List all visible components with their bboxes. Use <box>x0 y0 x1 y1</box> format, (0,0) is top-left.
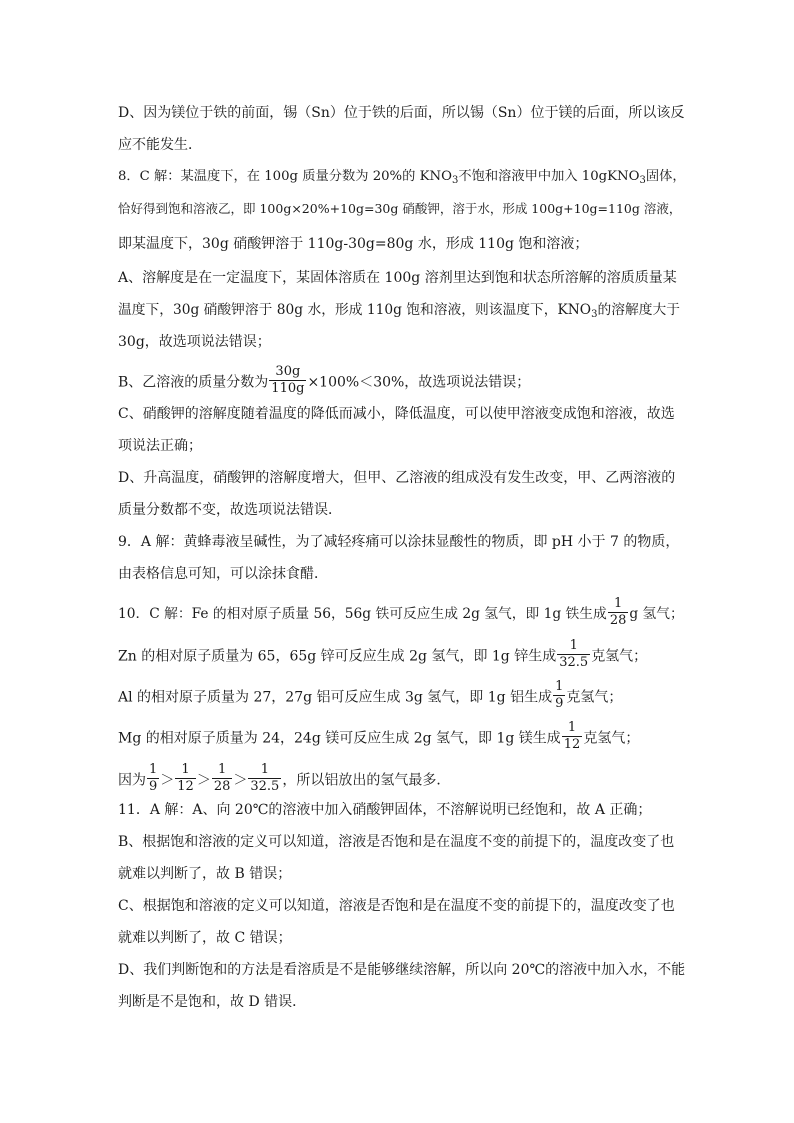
text-line: D、我们判断饱和的方法是看溶质是不是能够继续溶解，所以向 20℃的溶液中加入水，不能 <box>118 962 686 978</box>
numerator: 1 <box>562 720 583 737</box>
text-span: B、乙溶液的质量分数为 <box>118 374 269 391</box>
denominator: 12 <box>563 737 581 752</box>
text-span: 克氢气； <box>591 648 648 665</box>
denominator: 28 <box>213 779 231 794</box>
text-line: A、溶解度是在一定温度下，某固体溶质在 100g 溶剂里达到饱和状态所溶解的溶质质量某 <box>118 270 677 286</box>
text-line: 恰好得到饱和溶液乙，即 100g×20%+10g=30g 硝酸钾，溶于水，形成 100g+10g=110g 溶液， <box>118 201 682 216</box>
text-line <box>118 720 640 752</box>
text-line: 即某温度下，30g 硝酸钾溶于 110g-30g=80g 水，形成 110g 饱和溶液； <box>118 236 589 252</box>
text-line: 就难以判断了，故 C 错误； <box>118 930 292 946</box>
text-line: 就难以判断了，故 B 错误； <box>118 866 292 882</box>
text-line: 由表格信息可知，可以涂抹食醋． <box>118 566 328 582</box>
numerator: 1 <box>557 638 590 655</box>
text-span: 因为 <box>118 772 146 789</box>
text-span: 的溶解度大于 <box>597 302 680 318</box>
text-line: 应不能发生． <box>118 137 202 153</box>
text-line: B、根据饱和溶液的定义可以知道，溶液是否饱和是在温度不变的前提下的，温度改变了也 <box>118 834 675 850</box>
text-span: Mg 的相对原子质量为 24，24g 镁可反应生成 2g 氢气，即 1g 镁生成 <box>118 730 561 747</box>
numerator: 1 <box>212 762 233 779</box>
fraction <box>248 762 281 795</box>
text-line: C、根据饱和溶液的定义可以知道，溶液是否饱和是在温度不变的前提下的，温度改变了也 <box>118 898 675 914</box>
fraction <box>553 679 565 712</box>
text-line: 判断是不是饱和，故 D 错误． <box>118 994 307 1010</box>
numerator: 1 <box>555 679 564 694</box>
text-span: 8．C 解：某温度下，在 100g 质量分数为 20%的 KNO <box>118 169 452 184</box>
subscript: 3 <box>451 175 459 186</box>
fraction <box>212 762 233 795</box>
text-span: Al 的相对原子质量为 27，27g 铝可反应生成 3g 氢气，即 1g 铝生成 <box>118 689 553 706</box>
text-line: D、升高温度，硝酸钾的溶解度增大，但甲、乙溶液的组成没有发生改变，甲、乙两溶液的 <box>118 470 676 486</box>
text-line: C、硝酸钾的溶解度随着温度的降低而减小，降低温度，可以使甲溶液变成饱和溶液，故选 <box>118 406 675 422</box>
text-span: 克氢气； <box>583 730 640 747</box>
text-line <box>118 638 648 670</box>
text-line <box>118 300 680 320</box>
answer-11-line: 11．A 解：A、向 20℃的溶液中加入硝酸钾固体，不溶解说明已经饱和，故 A 正确； <box>118 802 652 818</box>
subscript: 3 <box>591 309 598 320</box>
text-line: 质量分数都不变，故选项说法错误． <box>118 502 342 518</box>
answer-10-line <box>118 596 684 628</box>
text-line: D、因为镁位于铁的前面，锡（Sn）位于铁的后面，所以锡（Sn）位于镁的后面，所以该反 <box>118 105 685 121</box>
text-line <box>118 364 531 396</box>
numerator: 1 <box>248 762 281 779</box>
answer-9-line: 9．A 解：黄蜂毒液呈碱性，为了减轻疼痛可以涂抹显酸性的物质，即 pH 小于 7 的物质， <box>118 534 680 550</box>
answer-8-line <box>118 167 686 187</box>
greater-than: ＞ <box>196 772 211 789</box>
denominator: 9 <box>149 779 158 794</box>
fraction <box>269 364 306 397</box>
greater-than: ＞ <box>160 772 175 789</box>
denominator: 32.5 <box>250 779 280 794</box>
text-span: ×100%＜30%，故选项说法错误； <box>307 374 531 391</box>
text-line: 项说法正确； <box>118 438 202 454</box>
text-span: 固体， <box>645 169 686 184</box>
text-span: ，所以铝放出的氢气最多． <box>282 772 451 789</box>
denominator: 28 <box>609 613 627 628</box>
numerator: 30g <box>269 364 306 381</box>
fraction <box>557 638 590 671</box>
denominator: 110g <box>271 381 305 396</box>
text-span: 温度下，30g 硝酸钾溶于 80g 水，形成 110g 饱和溶液，则该温度下，KNO <box>118 302 592 318</box>
text-span: 克氢气； <box>566 689 623 706</box>
text-span: Zn 的相对原子质量为 65，65g 锌可反应生成 2g 氢气，即 1g 锌生成 <box>118 648 557 665</box>
numerator: 1 <box>175 762 196 779</box>
text-span: 10．C 解：Fe 的相对原子质量 56，56g 铁可反应生成 2g 氢气，即 1g 铁生成 <box>118 606 607 622</box>
fraction <box>562 720 583 753</box>
numerator: 1 <box>149 762 158 777</box>
denominator: 32.5 <box>559 655 589 670</box>
greater-than: ＞ <box>233 772 248 789</box>
subscript: 3 <box>639 175 646 186</box>
numerator: 1 <box>608 596 629 613</box>
text-line: 30g，故选项说法错误； <box>118 334 271 350</box>
fraction <box>147 762 159 795</box>
denominator: 9 <box>555 696 564 711</box>
denominator: 12 <box>177 779 194 794</box>
text-line <box>118 679 623 711</box>
fraction <box>608 596 629 629</box>
text-line <box>118 762 451 794</box>
text-span: 不饱和溶液甲中加入 10gKNO <box>458 169 640 184</box>
fraction <box>175 762 196 795</box>
text-span: g 氢气； <box>629 606 684 622</box>
